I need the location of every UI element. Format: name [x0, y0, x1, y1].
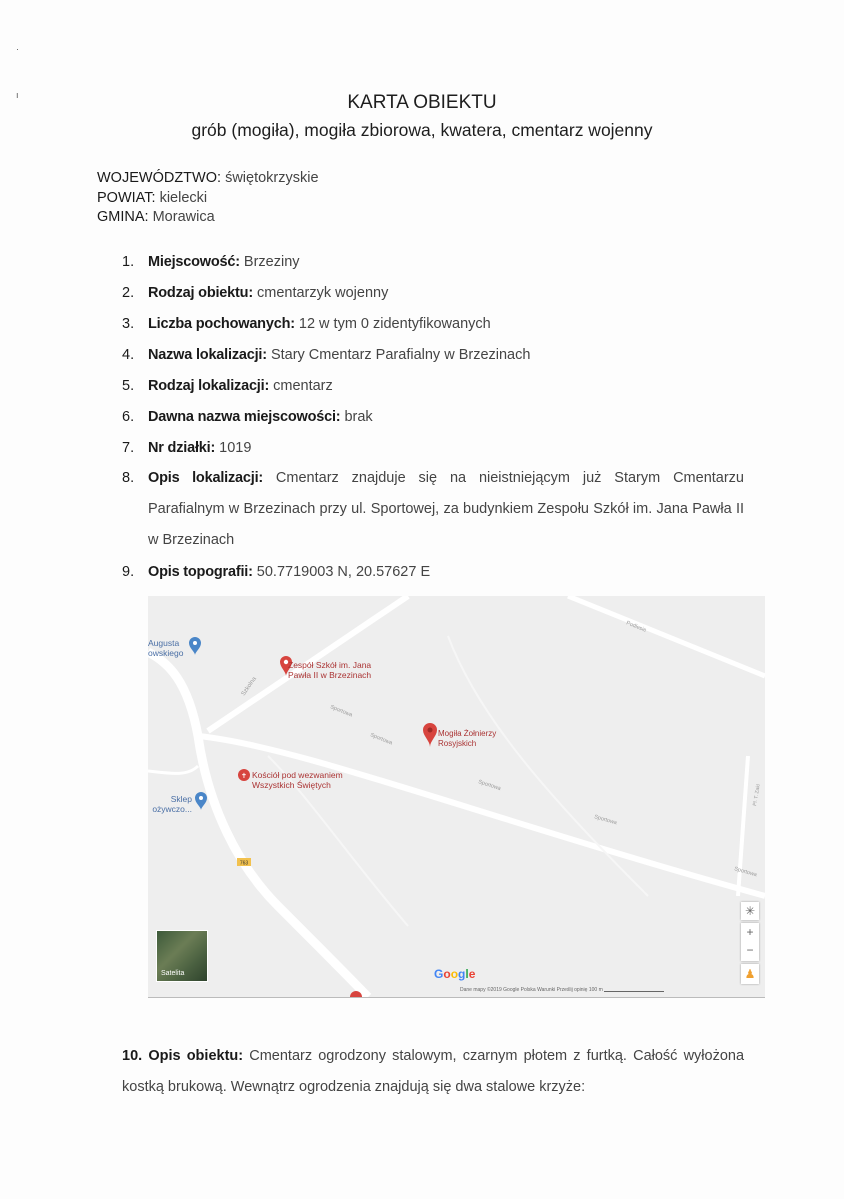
svg-text:763: 763 — [239, 860, 249, 867]
field-item: 6. Dawna nazwa miejscowości: brak — [122, 409, 373, 425]
pin-label-church: Kościół pod wezwaniem Wszystkich Świętych — [252, 770, 343, 790]
street-label: Szkolna — [240, 676, 258, 698]
satellite-toggle[interactable]: Satelita — [156, 930, 208, 982]
pin-label-shop: Sklep ożywczo... — [152, 794, 192, 814]
scale-bar — [604, 988, 664, 992]
document-title: KARTA OBIEKTU — [347, 92, 497, 113]
field-item: 9. Opis topografii: 50.7719003 N, 20.57627 E — [122, 564, 431, 580]
scan-speck: · — [16, 44, 19, 54]
commune-row: GMINA: Morawica — [97, 209, 215, 225]
pin-label-augusta: Augusta owskiego — [148, 638, 184, 658]
pin-label-grave: Mogiła Żołnierzy Rosyjskich — [438, 729, 497, 748]
object-fields-list — [122, 252, 744, 593]
map-attribution: Dane mapy ©2019 Google Polska Warunki Prześlij opinię 100 m — [460, 987, 664, 993]
field-item: 2. Rodzaj obiektu: cmentarzyk wojenny — [122, 285, 389, 301]
street-label: Podlesie — [625, 620, 648, 634]
street-label: Sportowa — [593, 814, 618, 827]
field-item: 1. Miejscowość: Brzeziny — [122, 254, 300, 270]
pin-shop — [195, 792, 207, 810]
location-meta — [97, 169, 319, 228]
voivodeship-row: WOJEWÓDZTWO: świętokrzyskie — [97, 170, 319, 186]
svg-text:✝: ✝ — [241, 772, 247, 780]
street-label: Sportowa — [733, 866, 758, 879]
scan-speck: ı — [16, 90, 19, 100]
street-label: Sportowa — [369, 732, 394, 747]
field-item: 4. Nazwa lokalizacji: Stary Cmentarz Parafialny w Brzezinach — [122, 347, 531, 363]
pin-augusta — [189, 637, 201, 655]
zoom-out-button[interactable]: − — [746, 943, 754, 957]
pegman-icon[interactable]: ♟ — [741, 964, 759, 984]
field-item-location-description: 8. Opis lokalizacji: Cmentarz znajduje się na nieistniejącym już Starym Cmentarzu Parafialnym w Brzezinach przy ul. Sportowej, za budynkiem Zespołu Szkół im. Jana Pawła II w Brzezinach — [122, 470, 744, 548]
road-sportowa — [198, 736, 765, 896]
pin-grave — [423, 723, 437, 747]
street-label: Pl. T. Zakl — [752, 783, 762, 807]
zoom-in-button[interactable]: + — [746, 925, 754, 939]
pin-label-school: Zespół Szkół im. Jana Pawła II w Brzezinach — [288, 660, 372, 680]
map-roads — [148, 596, 765, 997]
road-podlesie — [568, 596, 765, 676]
road-minor — [148, 766, 198, 773]
zoom-controls — [741, 923, 759, 961]
pin-church — [238, 769, 250, 781]
road-minor — [448, 636, 648, 896]
field-item: 5. Rodzaj lokalizacji: cmentarz — [122, 378, 333, 394]
field-item-object-description: 10. Opis obiektu: Cmentarz ogrodzony stalowym, czarnym płotem z furtką. Całość wyłożona kostką brukową. Wewnątrz ogrodzenia znajdują się dwa stalowe krzyże: — [122, 1048, 745, 1095]
county-row: POWIAT: kielecki — [97, 189, 208, 206]
street-label: Sportowa — [329, 704, 354, 719]
street-label: Sportowa — [477, 779, 502, 793]
compass-icon[interactable]: ✳ — [741, 902, 759, 920]
document-subtitle: grób (mogiła), mogiła zbiorowa, kwatera, cmentarz wojenny — [191, 120, 653, 140]
field-item: 3. Liczba pochowanych: 12 w tym 0 zidentyfikowanych — [122, 316, 491, 332]
field-item: 7. Nr działki: 1019 — [122, 440, 252, 456]
google-logo: Google — [434, 967, 476, 981]
location-map[interactable] — [148, 596, 765, 998]
